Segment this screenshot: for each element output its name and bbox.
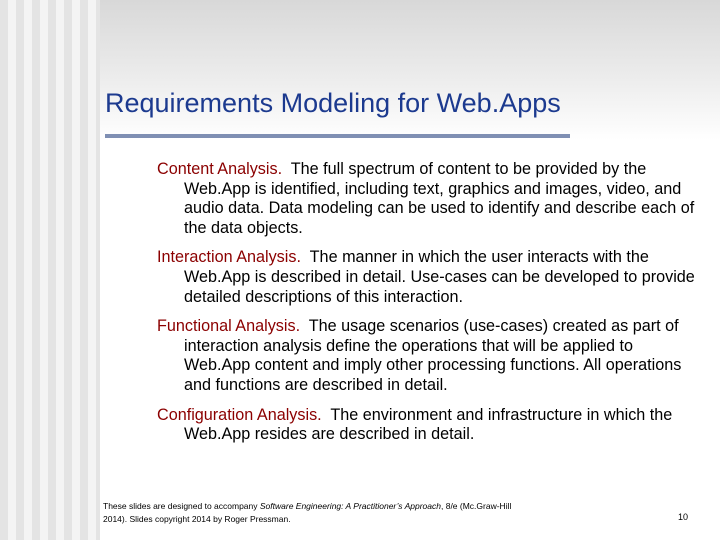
footer-book-title: Software Engineering: A Practitioner’s Approach xyxy=(259,501,441,511)
page-number: 10 xyxy=(678,512,689,522)
section-body: The environment and infrastructure in which the Web.App resides are described in detail. xyxy=(184,405,673,444)
decorative-stripes xyxy=(0,0,100,540)
section-heading: Functional Analysis. xyxy=(157,317,301,336)
section-body: The usage scenarios (use-cases) created as part of interaction analysis define the operations that will be applied to Web.App content and imply other processing functions. All operations and functions are described in detail. xyxy=(184,317,682,394)
section-interaction-analysis xyxy=(157,248,702,307)
section-configuration-analysis xyxy=(157,406,702,445)
section-heading: Interaction Analysis. xyxy=(157,248,301,267)
footer-prefix: These slides are designed to accompany xyxy=(103,501,260,511)
section-heading: Content Analysis. xyxy=(157,160,283,178)
section-body: The full spectrum of content to be provided by the Web.App is identified, including text, graphics and images, video, and audio data. Data modeling can be used to identify and describe each of the data objects. xyxy=(184,160,695,237)
footer-copyright xyxy=(103,500,523,526)
slide-title: Requirements Modeling for Web.Apps xyxy=(105,88,561,118)
footer-suffix: , 8/e (Mc.Graw-Hill 2014). Slides copyright 2014 by Roger Pressman. xyxy=(103,501,512,524)
title-band xyxy=(0,0,720,140)
section-content-analysis xyxy=(157,160,702,238)
title-underline xyxy=(105,134,570,138)
section-functional-analysis xyxy=(157,317,702,395)
content-sections xyxy=(157,160,702,455)
section-heading: Configuration Analysis. xyxy=(157,405,322,424)
section-body: The manner in which the user interacts with the Web.App is described in detail. Use-cases can be developed to provide detailed descriptions of this interaction. xyxy=(184,248,695,306)
